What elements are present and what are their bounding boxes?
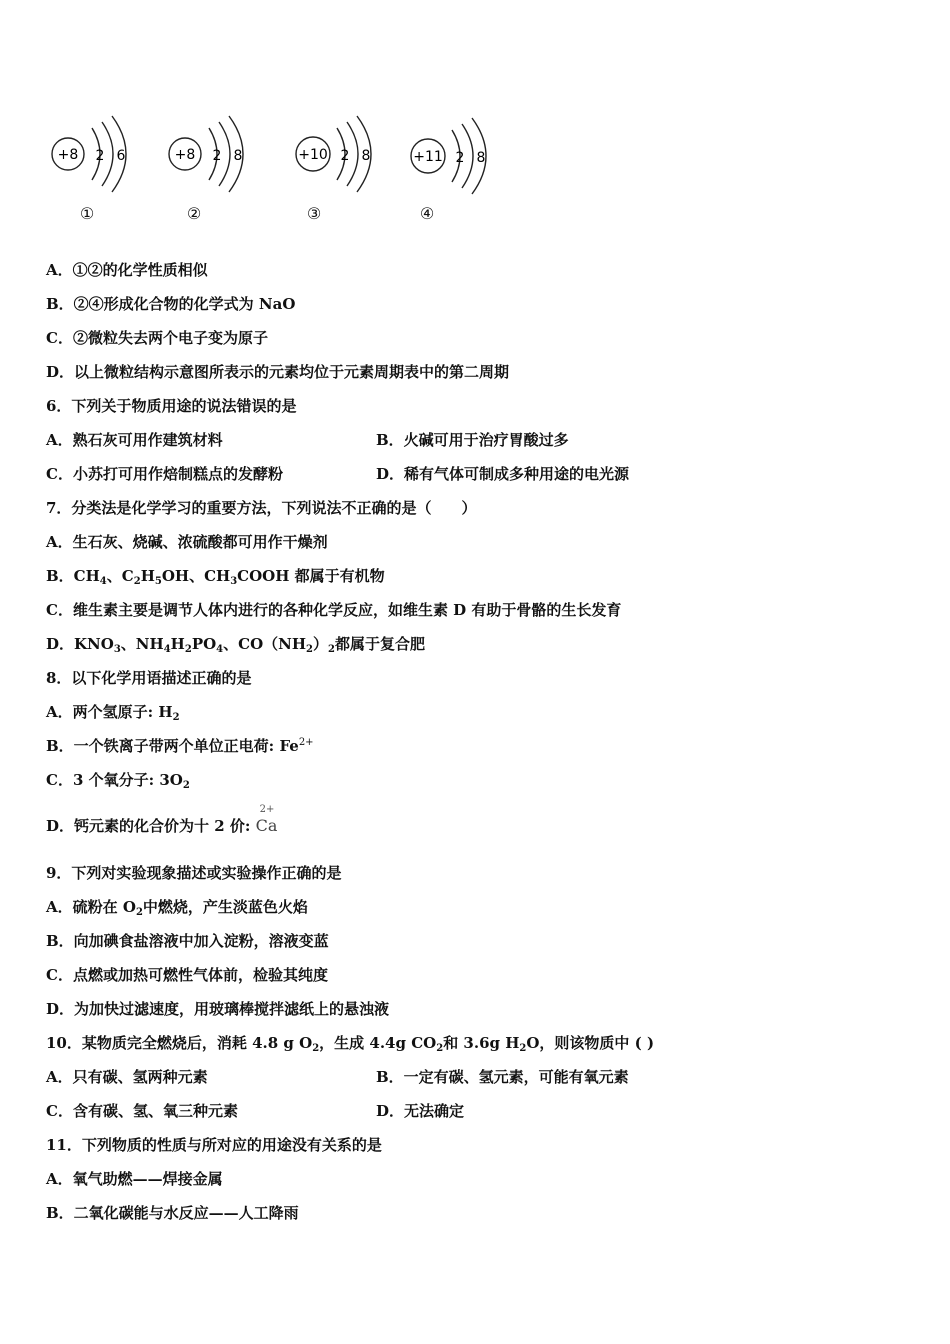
calcium-valence (255, 804, 278, 836)
q8-option-d (46, 804, 278, 836)
q5-option-d: D．以上微粒结构示意图所表示的元素均位于元素周期表中的第二周期 (46, 363, 510, 381)
q10-stem-part: ，生成 4.4g CO (319, 1034, 437, 1052)
q8-b-sup: 2+ (298, 737, 314, 748)
atom-diagram-3 (295, 100, 405, 230)
atom-diagram-1 (50, 100, 160, 230)
q7-b-part: H (140, 567, 155, 585)
q8-stem: 8．以下化学用语描述正确的是 (46, 669, 252, 687)
atom-4-shell-1: 2 (455, 150, 465, 166)
q7-d-part: H (170, 635, 185, 653)
q8-d-text: D．钙元素的化合价为十 2 价: (46, 817, 256, 835)
q7-d-sub: 2 (306, 644, 313, 655)
q7-d-part: ） (313, 635, 329, 653)
q10-stem-sub: 2 (312, 1043, 320, 1054)
atom-3-shell-1: 2 (340, 148, 350, 164)
q7-d-sub: 4 (216, 644, 224, 655)
q8-c-text: C．3 个氧分子: 3O (46, 771, 183, 789)
q10-stem-part: O，则该物质中 ( ) (526, 1034, 655, 1052)
q5-option-a: A．①②的化学性质相似 (46, 261, 208, 279)
q8-c-sub: 2 (182, 780, 190, 791)
q8-a-sub: 2 (172, 712, 180, 723)
q10-stem-sub: 2 (436, 1043, 444, 1054)
q6-stem: 6．下列关于物质用途的说法错误的是 (46, 397, 297, 415)
q7-b-part: COOH 都属于有机物 (237, 567, 385, 585)
q6-option-a: A．熟石灰可用作建筑材料 (46, 431, 223, 449)
atom-diagram-4-drawing (410, 100, 520, 200)
atom-1-nucleus: +8 (57, 147, 79, 163)
q7-d-sub: 2 (184, 644, 192, 655)
q8-b-text: B．一个铁离子带两个单位正电荷: Fe (46, 737, 299, 755)
q7-option-c: C．维生素主要是调节人体内进行的各种化学反应，如维生素 D 有助于骨骼的生长发育 (46, 601, 622, 619)
q9-option-d: D．为加快过滤速度，用玻璃棒搅拌滤纸上的悬浊液 (46, 1000, 390, 1018)
calcium-symbol: Ca (255, 816, 278, 835)
atom-3-shell-2: 8 (361, 148, 371, 164)
q7-b-part: OH、CH (161, 567, 231, 585)
atom-1-shell-1: 2 (95, 148, 105, 164)
q7-d-part: D．KNO (46, 635, 114, 653)
q7-b-part: 、C (106, 567, 134, 585)
q7-option-a: A．生石灰、烧碱、浓硫酸都可用作干燥剂 (46, 533, 328, 551)
q7-d-sub: 3 (113, 644, 121, 655)
atom-2-shell-1: 2 (212, 148, 222, 164)
atom-2-shell-2: 8 (233, 148, 243, 164)
atom-diagram-4 (410, 100, 520, 230)
atom-1-shell-2: 6 (116, 148, 126, 164)
q10-option-c: C．含有碳、氢、氧三种元素 (46, 1102, 238, 1120)
q9-option-a (46, 897, 308, 917)
atom-diagram-2-drawing (167, 100, 277, 200)
q11-stem: 11．下列物质的性质与所对应的用途没有关系的是 (46, 1136, 382, 1154)
q9-a-sub: 2 (135, 907, 143, 918)
q9-stem: 9．下列对实验现象描述或实验操作正确的是 (46, 864, 342, 882)
q10-stem (46, 1033, 654, 1053)
q10-stem-part: 和 3.6g H (443, 1034, 520, 1052)
atom-3-label: ③ (306, 204, 322, 223)
calcium-valence-charge: 2+ (259, 804, 275, 815)
q7-d-part: 、NH (120, 635, 164, 653)
q8-a-text: A．两个氢原子: H (46, 703, 173, 721)
q6-option-d: D．稀有气体可制成多种用途的电光源 (376, 465, 630, 483)
atom-4-nucleus: +11 (413, 149, 443, 165)
q7-d-part: 都属于复合肥 (334, 635, 425, 653)
q8-option-a (46, 702, 180, 722)
q7-b-sub: 4 (99, 576, 107, 587)
q8-option-c (46, 770, 190, 790)
q9-option-b: B．向加碘食盐溶液中加入淀粉，溶液变蓝 (46, 932, 329, 950)
q6-option-b: B．火碱可用于治疗胃酸过多 (376, 431, 569, 449)
q6-option-c: C．小苏打可用作焙制糕点的发酵粉 (46, 465, 283, 483)
q10-stem-sub: 2 (519, 1043, 527, 1054)
q8-option-b (46, 736, 314, 756)
q9-a-text: A．硫粉在 O (46, 898, 136, 916)
q10-option-d: D．无法确定 (376, 1102, 465, 1120)
atom-3-nucleus: +10 (298, 147, 328, 163)
q7-b-sub: 2 (133, 576, 141, 587)
atom-diagram-3-drawing (295, 100, 405, 200)
q7-stem: 7．分类法是化学学习的重要方法，下列说法不正确的是（ ） (46, 499, 477, 517)
q9-option-c: C．点燃或加热可燃性气体前，检验其纯度 (46, 966, 328, 984)
q11-option-a: A．氧气助燃——焊接金属 (46, 1170, 223, 1188)
q7-b-sub: 3 (230, 576, 238, 587)
q5-option-c: C．②微粒失去两个电子变为原子 (46, 329, 268, 347)
q7-d-sub: 4 (163, 644, 171, 655)
q11-option-b: B．二氧化碳能与水反应——人工降雨 (46, 1204, 299, 1222)
q9-a-text: 中燃烧，产生淡蓝色火焰 (142, 898, 308, 916)
atom-1-label: ① (79, 204, 95, 223)
q7-d-part: 、CO（NH (223, 635, 307, 653)
q7-d-part: PO (191, 635, 217, 653)
q7-option-d (46, 634, 425, 654)
q7-d-sub: 2 (328, 644, 335, 655)
q10-option-a: A．只有碳、氢两种元素 (46, 1068, 208, 1086)
atomic-structure-diagrams (40, 100, 560, 230)
q7-option-b (46, 566, 385, 586)
atom-4-shell-2: 8 (476, 150, 486, 166)
q10-stem-part: 10．某物质完全燃烧后，消耗 4.8 g O (46, 1034, 313, 1052)
q5-option-b: B．②④形成化合物的化学式为 NaO (46, 295, 296, 313)
atom-4-label: ④ (419, 204, 435, 223)
atom-2-nucleus: +8 (174, 147, 196, 163)
atom-2-label: ② (186, 204, 202, 223)
atom-diagram-1-drawing (50, 100, 160, 200)
q7-b-sub: 5 (154, 576, 162, 587)
q10-option-b: B．一定有碳、氢元素，可能有氧元素 (376, 1068, 629, 1086)
q7-b-part: B．CH (46, 567, 100, 585)
atom-diagram-2 (167, 100, 277, 230)
